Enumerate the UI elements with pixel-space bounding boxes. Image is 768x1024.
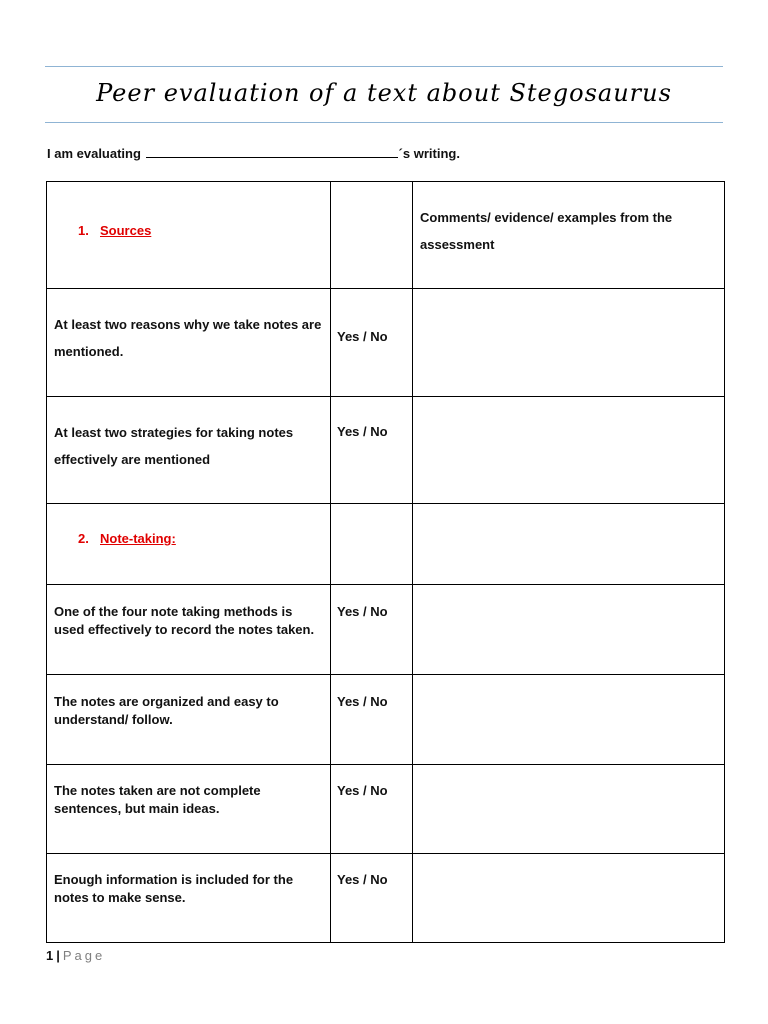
section-number: 1. xyxy=(78,223,89,238)
criteria-row xyxy=(47,397,725,504)
answer-cell[interactable] xyxy=(331,765,413,854)
answer-cell[interactable] xyxy=(331,585,413,675)
answer-cell[interactable] xyxy=(331,397,413,504)
criterion-cell xyxy=(47,289,331,397)
criteria-row xyxy=(47,585,725,675)
criterion-cell xyxy=(47,585,331,675)
section-heading-note-taking xyxy=(47,504,330,548)
criterion-text: At least two reasons why we take notes are mentioned. xyxy=(54,317,322,359)
criteria-row xyxy=(47,765,725,854)
answer-cell[interactable] xyxy=(331,675,413,765)
answer-header-cell xyxy=(331,182,413,289)
section-title: Note-taking: xyxy=(100,531,176,546)
criterion-text: One of the four note taking methods is used effectively to record the notes taken. xyxy=(54,604,315,637)
section-heading-cell xyxy=(47,182,331,289)
page-title: Peer evaluation of a text about Stegosaurus xyxy=(96,79,672,107)
student-name-blank[interactable] xyxy=(146,145,398,158)
evaluation-table xyxy=(46,181,725,943)
page-number: 1 xyxy=(46,948,54,963)
comments-header-cell xyxy=(413,182,725,289)
yes-no-option[interactable]: Yes / No xyxy=(337,329,388,344)
section-heading-row-sources xyxy=(47,182,725,289)
answer-cell[interactable] xyxy=(331,289,413,397)
comment-cell[interactable] xyxy=(413,854,725,943)
section-number: 2. xyxy=(78,531,89,546)
yes-no-option[interactable]: Yes / No xyxy=(337,783,388,798)
section-heading-sources xyxy=(47,182,330,240)
empty-cell xyxy=(413,504,725,585)
criteria-row xyxy=(47,854,725,943)
evaluating-line xyxy=(47,145,460,163)
criterion-cell xyxy=(47,675,331,765)
section-heading-cell xyxy=(47,504,331,585)
criterion-cell xyxy=(47,854,331,943)
section-heading-row-note-taking xyxy=(47,504,725,585)
top-rule xyxy=(45,66,723,67)
page-label: Page xyxy=(62,948,106,963)
section-title: Sources xyxy=(100,223,152,238)
comments-header: Comments/ evidence/ examples from the assessment xyxy=(420,210,673,252)
criterion-text: The notes are organized and easy to understand/ follow. xyxy=(54,694,279,727)
criterion-text: At least two strategies for taking notes effectively are mentioned xyxy=(54,425,294,467)
comment-cell[interactable] xyxy=(413,289,725,397)
yes-no-option[interactable]: Yes / No xyxy=(337,604,388,619)
yes-no-option[interactable]: Yes / No xyxy=(337,694,388,709)
empty-cell xyxy=(331,504,413,585)
yes-no-option[interactable]: Yes / No xyxy=(337,872,388,887)
comment-cell[interactable] xyxy=(413,397,725,504)
criteria-row xyxy=(47,289,725,397)
criterion-cell xyxy=(47,397,331,504)
criterion-cell xyxy=(47,765,331,854)
criterion-text: Enough information is included for the notes to make sense. xyxy=(54,872,294,905)
answer-cell[interactable] xyxy=(331,854,413,943)
comment-cell[interactable] xyxy=(413,765,725,854)
criterion-text: The notes taken are not complete sentences, but main ideas. xyxy=(54,783,261,816)
title-underline-rule xyxy=(45,122,723,123)
page-separator: | xyxy=(56,948,60,963)
criteria-row xyxy=(47,675,725,765)
comment-cell[interactable] xyxy=(413,675,725,765)
comment-cell[interactable] xyxy=(413,585,725,675)
page-footer xyxy=(46,947,105,965)
yes-no-option[interactable]: Yes / No xyxy=(337,424,388,439)
evaluating-suffix: ´s writing. xyxy=(398,146,460,161)
evaluating-prefix: I am evaluating xyxy=(47,146,141,161)
